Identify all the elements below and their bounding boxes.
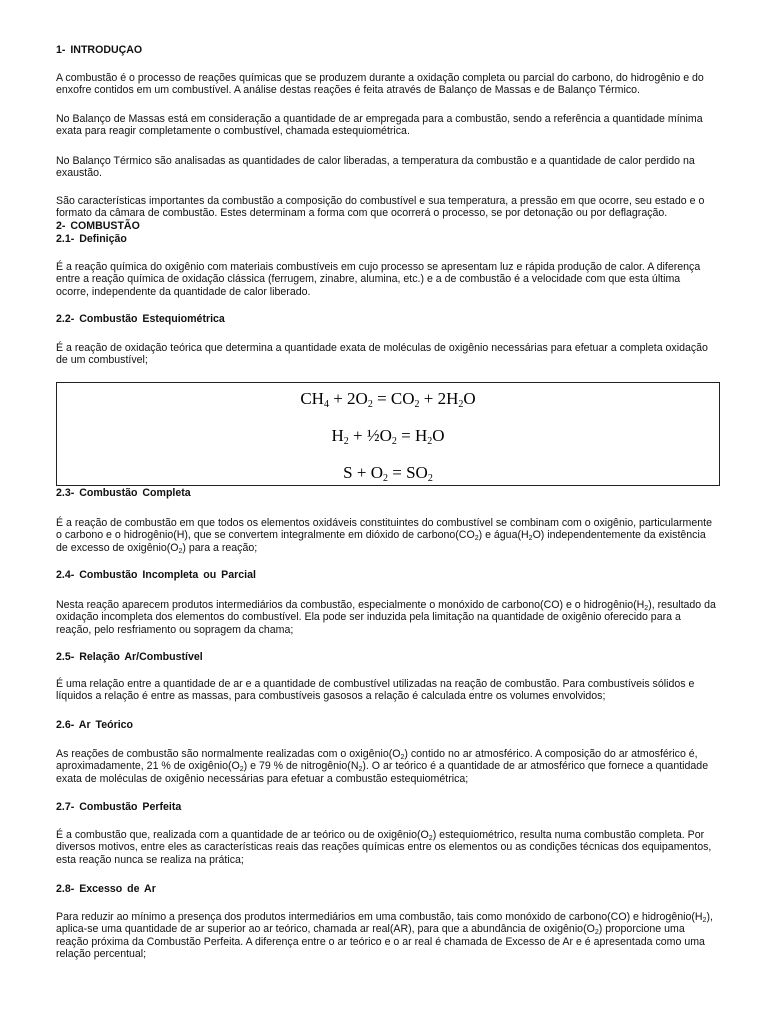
subheading-incompleta: 2.4- Combustão Incompleta ou Parcial [56,569,256,581]
equations-box [56,382,720,486]
subheading-excesso-de-ar: 2.8- Excesso de Ar [56,883,156,895]
paragraph-intro-3: No Balanço Térmico são analisadas as quantidades de calor liberadas, a temperatura da combustão e a quantidade de calor perdido na exaustão. [56,155,695,180]
subheading-perfeita: 2.7- Combustão Perfeita [56,801,182,813]
paragraph-ar-teorico: As reações de combustão são normalmente realizadas com o $oxigênio(O_2)$ contido no ar atmosférico. A composição do ar atmosférico é, aproximadamente, 21 % de $oxigênio(O_2)$ e 79 % de $nitrogênio(N_2)$. O ar teórico é a quantidade de ar atmosférico que fornece a quantidade exata de moléculas de oxigênio necessárias para efetuar a combustão estequiométrica; [56,748,709,785]
section-heading-introducao: 1- INTRODUÇAO [56,44,143,56]
subheading-estequiometrica: 2.2- Combustão Estequiométrica [56,313,225,325]
paragraph-excesso-de-ar: Para reduzir ao mínimo a presença dos produtos intermediários em uma combustão, tais como monóxido de carbono(CO) e $hidrogênio(H_2)$, aplica-se uma quantidade de ar superior ao ar teórico, chamada ar real(AR), para que a abundância de $oxigênio(O_2)$ proporcione uma reação próxima da Combustão Perfeita. A diferença entre o ar teórico e o ar real é chamada de Excesso de Ar e é apresentada como uma relação percentual; [56,911,713,961]
subheading-relacao: 2.5- Relação Ar/Combustível [56,651,203,663]
paragraph-estequiometrica: É a reação de oxidação teórica que determina a quantidade exata de moléculas de oxigênio necessárias para efetuar a completa oxidação de um combustível; [56,342,708,367]
paragraph-relacao: É uma relação entre a quantidade de ar e a quantidade de combustível utilizadas na reação de combustão. Para combustíveis sólidos e líquidos a relação é entre as massas, para combustíveis gasosos a relação é calculada entre os volumes envolvidos; [56,678,695,703]
subheading-completa: 2.3- Combustão Completa [56,487,191,499]
paragraph-intro-1: A combustão é o processo de reações químicas que se produzem durante a oxidação completa ou parcial do carbono, do hidrogênio e do enxofre contidos em um combustível. A análise destas reações é feita através de Balanço de Massas e de Balanço Térmico. [56,72,704,97]
paragraph-definicao: É a reação química do oxigênio com materiais combustíveis em cujo processo se apresentam luz e rápida produção de calor. A diferença entre a reação química de oxidação clássica (ferrugem, zinabre, alumina, etc.) e a de combustão é a velocidade com que esta última ocorre, independente da quantidade de calor liberado. [56,261,701,298]
paragraph-completa: É a reação de combustão em que todos os elementos oxidáveis constituintes do combustível se combinam com o oxigênio, particularmente o carbono e o hidrogênio(H), que se convertem integralmente em dióxido de $carbono(CO_2)$ e $água(H_2O)$ independentemente da existência de excesso de $oxigênio(O_2)$ para a reação; [56,517,712,555]
equation-methane: $CH_4 + 2O_2 = CO_2 + 2H_2O$ [300,389,476,410]
equation-sulfur: $S + O_2 = SO_2$ [343,463,433,484]
subheading-ar-teorico: 2.6- Ar Teórico [56,719,133,731]
section-heading-combustao: 2- COMBUSTÃO [56,220,140,232]
paragraph-incompleta: Nesta reação aparecem produtos intermediários da combustão, especialmente o monóxido de carbono(CO) e o $hidrogênio(H_2)$, resultado da oxidação incompleta dos elementos do combustível. Ela pode ser induzida pela limitação na quantidade de oxigênio oferecido para a reação, pelo resfriamento ou sopragem da chama; [56,599,716,636]
paragraph-perfeita: É a combustão que, realizada com a quantidade de ar teórico ou de $oxigênio(O_2)$ estequiométrico, resulta numa combustão completa. Por diversos motivos, entre eles as características reais das reações químicas entre os elementos ou as condições técnicas dos equipamentos, esta reação nunca se realiza na prática; [56,829,712,866]
equation-hydrogen: $H_2$ + $\frac{1}{2}O_2 = H_2O$ [331,426,445,447]
paragraph-intro-4: São características importantes da combustão a composição do combustível e sua temperatura, a pressão em que ocorre, seu estado e o formato da câmara de combustão. Estes determinam a forma com que ocorrerá o processo, se por detonação ou por deflagração. [56,195,705,220]
subheading-definicao: 2.1- Definição [56,233,127,245]
paragraph-intro-2: No Balanço de Massas está em consideração a quantidade de ar empregada para a combustão, sendo a referência a quantidade mínima exata para reagir completamente o combustível, chamada estequiométrica. [56,113,703,138]
